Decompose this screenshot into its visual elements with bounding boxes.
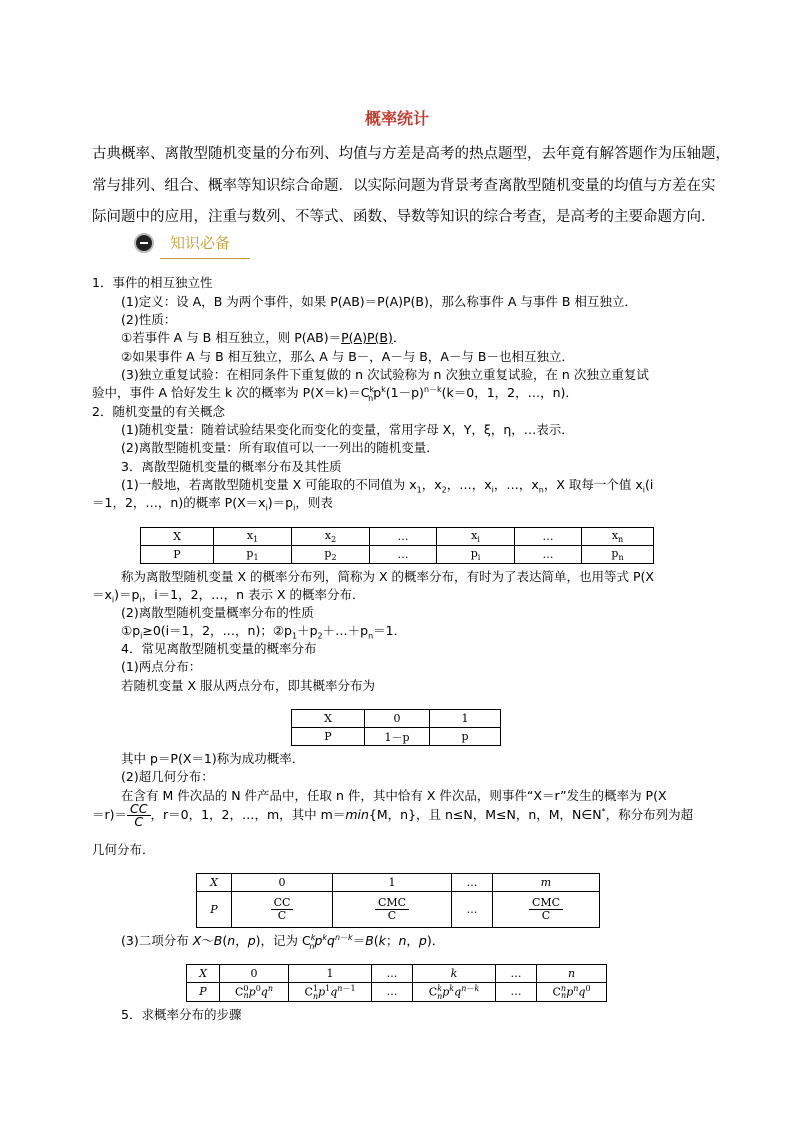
table-cell: 1	[333, 874, 452, 892]
text: (k＝0，1，2，…，n)．	[441, 385, 578, 400]
fraction	[127, 803, 150, 828]
text: )＝p	[114, 587, 140, 602]
table-cell: …	[370, 546, 437, 564]
table-cell: m	[493, 874, 600, 892]
table-cell: $x_n$	[582, 528, 654, 546]
fraction	[529, 897, 563, 922]
table-cell: …	[452, 874, 493, 892]
s4-hyper-text-1: 在含有 M 件次品的 N 件产品中，任取 n 件，其中恰有 X 件次品，则事件“X＝r”发生的概率为 P(X	[121, 788, 667, 803]
intro-line-1: 古典概率、离散型随机变量的分布列、均值与方差是高考的热点题型，去年竟有解答题作为压轴题，	[92, 146, 730, 162]
table-row	[141, 546, 654, 564]
minus-circle-icon	[134, 233, 154, 253]
fraction-denominator: C	[134, 814, 144, 829]
intro-line-2: 常与排列、组合、概率等知识综合命题．以实际问题为背景考查离散型随机变量的均值与方差在实	[92, 178, 716, 194]
intro-line-3: 际问题中的应用，注重与数列、不等式、函数、导数等知识的综合考查，是高考的主要命题方向．	[92, 209, 716, 225]
table-cell: …	[452, 892, 493, 928]
s2-line-2: (2)离散型随机变量：所有取值可以一一列出的随机变量．	[121, 440, 439, 455]
table-cell: X	[187, 965, 220, 983]
table-cell: 1－p	[365, 728, 430, 746]
binomial-table	[186, 964, 607, 1002]
s3-heading: 3．离散型随机变量的概率分布及其性质	[121, 459, 342, 474]
table-cell: …	[515, 528, 582, 546]
text: (1－p)	[385, 385, 424, 400]
text: ＋…＋p	[322, 623, 369, 638]
s6-heading: 5．求概率分布的步骤	[121, 1007, 242, 1022]
table-cell: $p_2$	[292, 546, 370, 564]
table-cell: $C^1_np^1q^{n-1}$	[289, 983, 372, 1002]
text: ＝1，2，…，n)的概率 P(X＝x	[92, 495, 266, 510]
fraction-numerator: CMC	[529, 897, 563, 910]
text: n	[227, 933, 236, 948]
text: )，记为 C	[255, 933, 311, 948]
text: ，	[406, 933, 419, 948]
banner-underline	[160, 258, 250, 260]
s1-definition: (1)定义：设 A，B 为两个事件，如果 P(AB)＝P(A)P(B)，那么称事件 A 与事件 B 相互独立．	[121, 294, 637, 309]
text: ①p	[121, 623, 141, 638]
text: ．	[392, 330, 406, 345]
fraction-denominator: C	[541, 909, 551, 922]
table-cell: …	[372, 965, 413, 983]
text: ，…，x	[446, 477, 492, 492]
two-point-table	[291, 709, 501, 746]
fraction	[271, 897, 294, 922]
text: min	[345, 807, 369, 822]
table-cell: $C^k_np^kq^{n-k}$	[413, 983, 496, 1002]
table-row	[187, 965, 607, 983]
table-cell: k	[413, 965, 496, 983]
table-cell: $C^0_np^0q^n$	[220, 983, 289, 1002]
text: ，x	[421, 477, 442, 492]
s4-hypergeometric: (2)超几何分布：	[121, 769, 214, 784]
text: (	[373, 933, 379, 948]
table-cell: $x_2$	[292, 528, 370, 546]
text: ，X 取每一个值 x	[543, 477, 643, 492]
fraction-denominator: C	[277, 909, 287, 922]
table-cell: X	[141, 528, 214, 546]
table-cell: P	[141, 546, 214, 564]
s3-text-4: $①p_i\ge 0(i=1$，2，…，n)；$②p_1+p_2+\dots+p_n=1$．	[121, 623, 407, 641]
text: ，i＝1，2，…，n 表示 X 的概率分布．	[141, 587, 365, 602]
table-cell	[493, 892, 600, 928]
text: ；	[385, 933, 399, 948]
text: ，则表	[295, 495, 333, 510]
s2-line-1: (1)随机变量：随着试验结果变化而变化的变量，常用字母 X，Y，ξ，η，…表示．	[121, 422, 574, 437]
s4-hyper-text-2: ＝r)＝ $\frac{CC}{C}$ ，r＝0，1，2，…，m，其中 m＝min{M，n}，且 n≤N，M≤N，n，M，N∈N*，称分布列为超	[92, 801, 694, 829]
table-cell: X	[197, 874, 232, 892]
s4-two-point-text: 若随机变量 X 服从两点分布，即其概率分布为	[121, 678, 376, 693]
banner-label: 知识必备	[170, 234, 231, 252]
s1-property-1	[121, 328, 405, 346]
text: q	[327, 933, 335, 948]
s3-text-1: 称为离散型随机变量 X 的概率分布列，简称为 X 的概率分布，有时为了表达简单，也用等式 P(X	[121, 569, 654, 584]
underlined-answer: P(A)P(B)	[341, 330, 393, 345]
table-row	[197, 892, 600, 928]
s1-property-2: ②如果事件 A 与 B 相互独立，那么 A 与 B－，A－与 B，A－与 B－也相互独立．	[121, 349, 574, 364]
text: ，…，x	[493, 477, 539, 492]
table-cell: 0	[365, 710, 430, 728]
table-row	[292, 710, 501, 728]
text: ，r＝0，1，2，…，m，其中 m＝	[150, 807, 346, 822]
text: (i	[644, 477, 654, 492]
table-cell: $x_i$	[437, 528, 515, 546]
table-cell: 1	[430, 710, 501, 728]
s1-repeat-trial-1: (3)独立重复试验：在相同条件下重复做的 n 次试验称为 n 次独立重复试验，在 n 次独立重复试	[121, 367, 649, 382]
s4-success-prob: 其中 p＝P(X＝1)称为成功概率．	[121, 751, 305, 766]
s5-binomial: (3)二项分布 X～B(n，p)，记为 $C^k_np^kq^{n-k}=B(k$；n，p)．	[121, 932, 445, 951]
text: (3)二项分布	[121, 933, 193, 948]
text: ≥0(i＝1，2，…，n)；②p	[142, 623, 292, 638]
table-cell: 0	[220, 965, 289, 983]
section-banner	[132, 229, 250, 259]
text: B	[213, 933, 223, 948]
text: p	[373, 385, 382, 400]
text: )．	[426, 933, 445, 948]
table-cell: $p_i$	[437, 546, 515, 564]
table-cell: $p_1$	[214, 546, 292, 564]
table-row	[197, 874, 600, 892]
table-cell: …	[496, 983, 537, 1002]
table-row	[187, 983, 607, 1002]
table-row	[141, 528, 654, 546]
table-cell: $C^n_np^nq^0$	[537, 983, 607, 1002]
s1-heading: 1．事件的相互独立性	[92, 275, 213, 290]
fraction-numerator: CC	[127, 803, 150, 816]
s3-line-2: ＝1，2，…，n)的概率 $P(X=x_i)=p_i$，则表	[92, 495, 333, 513]
table-cell	[232, 892, 333, 928]
s4-heading: 4．常见离散型随机变量的概率分布	[121, 641, 317, 656]
text: ，称分布列为超	[605, 807, 694, 822]
table-cell: …	[370, 528, 437, 546]
s4-two-point: (1)两点分布：	[121, 659, 202, 674]
s3-text-2: $=x_i)=p_i$，i＝1，2，…，n 表示 X 的概率分布．	[92, 587, 365, 605]
text: ①若事件 A 与 B 相互独立，则 P(AB)＝	[121, 330, 342, 345]
text: k	[378, 933, 386, 948]
table-cell: P	[197, 892, 232, 928]
distribution-table	[140, 527, 654, 564]
s3-text-3: (2)离散型随机变量概率分布的性质	[121, 605, 314, 620]
table-cell: X	[292, 710, 365, 728]
s2-heading: 2．随机变量的有关概念	[92, 404, 225, 419]
table-cell: P	[187, 983, 220, 1002]
text: 验中，事件 A 恰好发生 k 次的概率为 P(X＝k)＝C	[92, 385, 370, 400]
text: X	[192, 933, 202, 948]
text: ～	[201, 933, 214, 948]
fraction-denominator: C	[387, 909, 397, 922]
table-cell: n	[537, 965, 607, 983]
s1-property: (2)性质：	[121, 312, 177, 327]
text: (	[222, 933, 228, 948]
text: p	[247, 933, 256, 948]
table-cell: P	[292, 728, 365, 746]
s3-line-1: (1)一般地，若离散型随机变量 X 可能取的不同值为 $x_1$，$x_2$，…，$x_i$，…，$x_n$，X 取每一个值 $x_i(i$	[121, 477, 654, 495]
fraction-numerator: CC	[271, 897, 294, 910]
table-cell: …	[372, 983, 413, 1002]
text: p	[418, 933, 427, 948]
table-cell: …	[496, 965, 537, 983]
table-cell	[333, 892, 452, 928]
text: ＝1．	[373, 623, 407, 638]
table-cell: 1	[289, 965, 372, 983]
text: (1)一般地，若离散型随机变量 X 可能取的不同值为 x	[121, 477, 417, 492]
table-cell: $x_1$	[214, 528, 292, 546]
s1-repeat-trial-2: 验中，事件 A 恰好发生 k 次的概率为 $P(X=k)=C^k_np^k(1-p)^{n-k}(k=0$，1，2，…，n)．	[92, 384, 578, 403]
text: B	[365, 933, 374, 948]
table-cell: p	[430, 728, 501, 746]
table-cell: …	[515, 546, 582, 564]
fraction-numerator: CMC	[375, 897, 409, 910]
table-cell: 0	[232, 874, 333, 892]
text: ＋p	[297, 623, 318, 638]
table-cell: $p_n$	[582, 546, 654, 564]
text: ＝	[352, 933, 366, 948]
text: {M，n}，且 n≤N，M≤N，n，M，N∈N	[368, 807, 602, 822]
text: ＝x	[92, 587, 112, 602]
page-title: 概率统计	[364, 109, 429, 128]
s4-hyper-text-3: 几何分布．	[92, 842, 155, 857]
text: n	[398, 933, 407, 948]
table-row	[292, 728, 501, 746]
hypergeometric-table	[196, 873, 600, 928]
text: p	[314, 933, 323, 948]
text: ＝r)＝	[92, 807, 128, 822]
text: )＝p	[267, 495, 294, 510]
fraction	[375, 897, 409, 922]
text: ，	[235, 933, 248, 948]
